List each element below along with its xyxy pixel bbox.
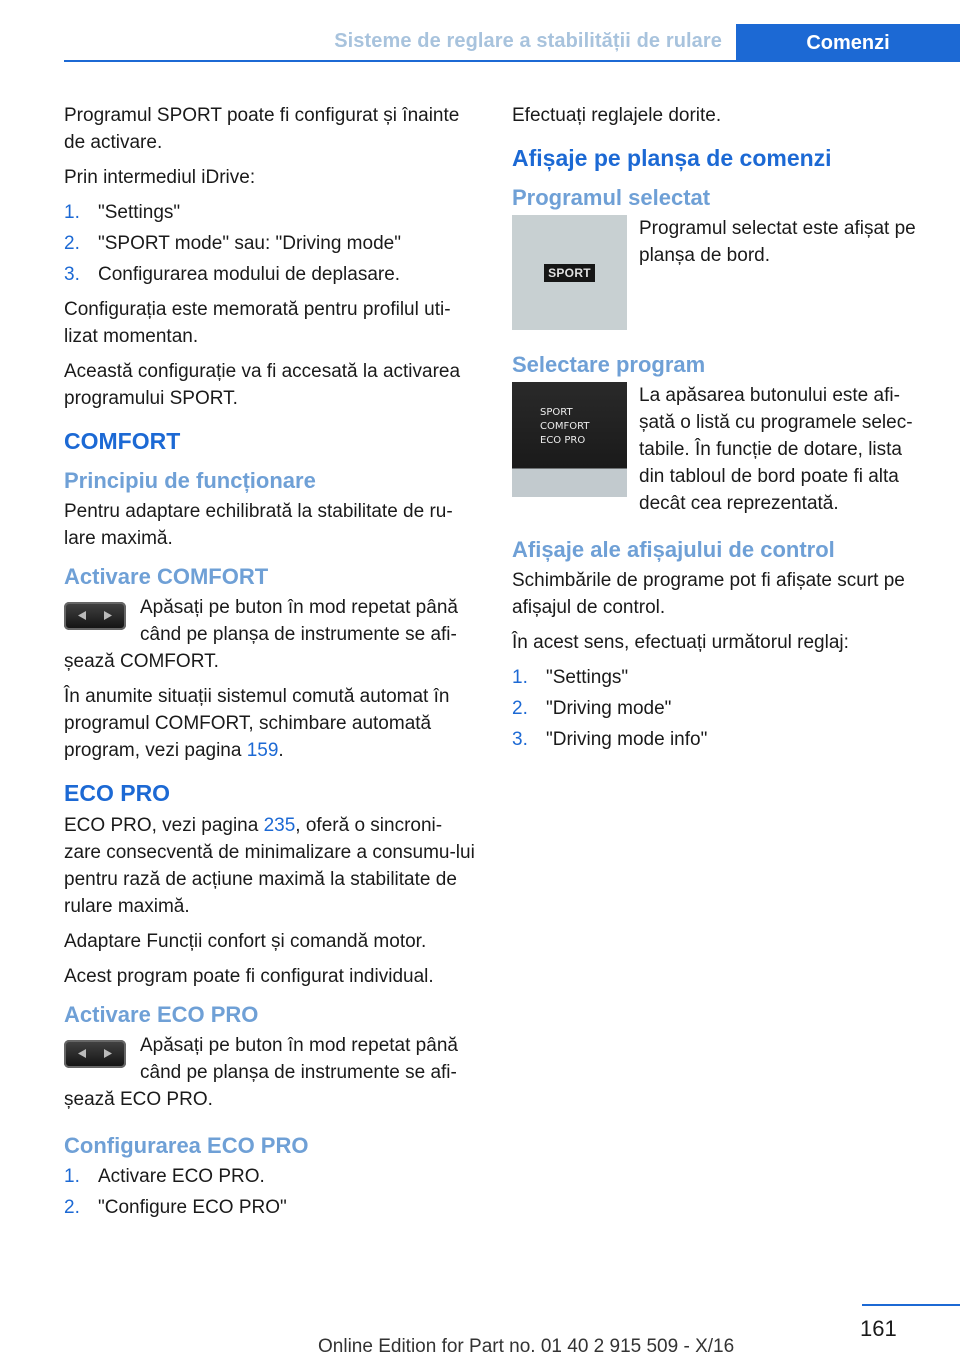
mode-button-icon [64, 602, 126, 630]
button-instruction [64, 594, 478, 683]
menu-item: ECO PRO [540, 435, 586, 446]
paragraph: Prin intermediul iDrive: [64, 167, 256, 188]
list-item [64, 1194, 478, 1221]
sport-label: SPORT [544, 264, 595, 282]
paragraph: Adaptare Funcții confort și comandă motor. [64, 931, 427, 952]
steps-list [512, 664, 928, 753]
list-item [512, 695, 928, 722]
list-number: 2. [512, 698, 528, 719]
list-number: 1. [512, 667, 528, 688]
footer-divider [862, 1304, 960, 1306]
section-title: Sisteme de reglare a stabilității de rulare [334, 30, 722, 52]
list-number: 3. [512, 729, 528, 750]
steps-list [64, 1163, 478, 1221]
list-number: 2. [64, 1197, 80, 1218]
list-text: "Driving mode info" [546, 729, 708, 750]
edition-note: Online Edition for Part no. 01 40 2 915 509 - X/16 [318, 1336, 735, 1357]
paragraph: La apăsarea butonului este afi‐șată o listă cu programele selec‐tabile. În funcție de dotare, lista din tabloul de bord poate fi alta decât cea reprezentată. [639, 385, 913, 514]
paragraph: Schimbările de programe pot fi afișate scurt pe afișajul de control. [512, 570, 905, 618]
paragraph: Configurația este memorată pentru profilul uti‐lizat momentan. [64, 299, 451, 347]
page-link[interactable]: 235 [263, 815, 296, 836]
button-instruction [64, 1032, 478, 1121]
figure-block [512, 382, 928, 525]
program-menu-image [512, 382, 627, 497]
page-header [0, 0, 960, 62]
list-text: "SPORT mode" sau: "Driving mode" [98, 233, 401, 254]
left-column [64, 102, 478, 1229]
heading-eco-pro: ECO PRO [64, 780, 171, 806]
list-item [512, 726, 928, 753]
paragraph: În acest sens, efectuați următorul reglaj: [512, 632, 849, 653]
heading-comfort: COMFORT [64, 428, 181, 454]
list-item [64, 230, 478, 257]
list-text: "Configure ECO PRO" [98, 1197, 287, 1218]
paragraph: Această configurație va fi accesată la activarea programului SPORT. [64, 361, 461, 409]
list-text: "Driving mode" [546, 698, 672, 719]
sport-display-image [512, 215, 627, 330]
list-item [64, 1163, 478, 1190]
heading-displays: Afișaje pe planșa de comenzi [512, 145, 832, 171]
paragraph: Programul selectat este afișat pe planșa de bord. [639, 218, 916, 266]
paragraph: În anumite situații sistemul comută automat în programul COMFORT, schimbare automată program, vezi pagina 159. [64, 686, 450, 761]
paragraph: Pentru adaptare echilibrată la stabilitate de ru‐lare maximă. [64, 501, 453, 549]
page-number: 161 [860, 1316, 897, 1341]
list-text: Activare ECO PRO. [98, 1166, 265, 1187]
list-item [64, 261, 478, 288]
paragraph: ECO PRO, vezi pagina 235, oferă o sincroni‐zare consecventă de minimalizare a consumu‐lui pentru rază de acțiune maximă la stabilitate de rulare maximă. [64, 815, 475, 917]
list-number: 1. [64, 1166, 80, 1187]
paragraph: Acest program poate fi configurat individual. [64, 966, 434, 987]
list-item [64, 199, 478, 226]
menu-item: SPORT [540, 407, 573, 418]
list-number: 2. [64, 233, 80, 254]
list-text: "Settings" [546, 667, 629, 688]
paragraph: Apăsați pe buton în mod repetat până când pe planșa de instrumente se afi‐șează ECO PRO. [64, 1035, 458, 1110]
heading-activate-eco: Activare ECO PRO [64, 1002, 259, 1027]
list-number: 3. [64, 264, 80, 285]
list-text: Configurarea modului de deplasare. [98, 264, 401, 285]
heading-configure-eco: Configurarea ECO PRO [64, 1133, 309, 1158]
heading-selected-program: Programul selectat [512, 185, 711, 210]
mode-button-icon [64, 1040, 126, 1068]
heading-activate-comfort: Activare COMFORT [64, 564, 269, 589]
heading-control-display: Afișaje ale afișajului de control [512, 537, 835, 562]
menu-item: COMFORT [540, 421, 590, 432]
list-item [512, 664, 928, 691]
steps-list [64, 199, 478, 288]
list-text: "Settings" [98, 202, 181, 223]
paragraph: Efectuați reglajele dorite. [512, 105, 722, 126]
header-divider [64, 60, 736, 62]
figure-block [512, 215, 928, 340]
right-column [512, 102, 928, 761]
list-number: 1. [64, 202, 80, 223]
heading-program-select: Selectare program [512, 352, 706, 377]
heading-principle: Principiu de funcționare [64, 468, 316, 493]
paragraph: Programul SPORT poate fi configurat și înainte de activare. [64, 105, 460, 153]
paragraph: Apăsați pe buton în mod repetat până când pe planșa de instrumente se afi‐șează COMFORT. [64, 597, 458, 672]
chapter-tab: Comenzi [736, 24, 960, 62]
page-link[interactable]: 159 [246, 740, 279, 761]
